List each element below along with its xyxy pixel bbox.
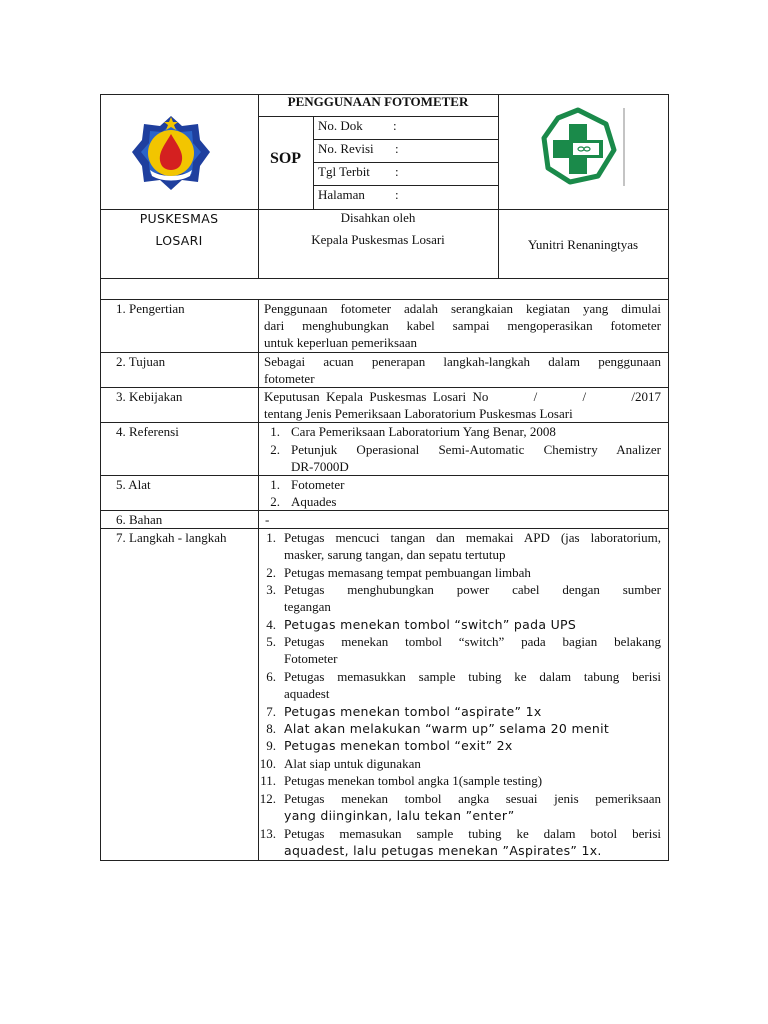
org-name-line-2: LOSARI bbox=[155, 233, 203, 248]
label-pengertian: 1. Pengertian bbox=[116, 301, 185, 316]
label-alat: 5. Alat bbox=[116, 477, 151, 492]
step-line: tegangan bbox=[284, 599, 331, 614]
pengertian-line-2: dari menghubungkan kabel sampai mengoperasikan fotometer bbox=[264, 318, 661, 333]
meta-label-tgl-terbit: Tgl Terbit bbox=[318, 164, 370, 179]
row-line-referensi bbox=[100, 475, 669, 476]
meta-label-halaman: Halaman bbox=[318, 187, 365, 202]
step-line: Alat akan melakukan “warm up” selama 20 menit bbox=[284, 721, 610, 736]
step-num: 12. bbox=[259, 791, 276, 806]
alat-num-2: 2. bbox=[270, 494, 280, 509]
step-line: Alat siap untuk digunakan bbox=[284, 756, 421, 771]
signature-bottom-line bbox=[100, 278, 669, 279]
step-line: Petugas memasukkan sample tubing ke dalam tabung berisi bbox=[284, 669, 661, 684]
step-num: 9. bbox=[266, 738, 276, 753]
step-num: 10. bbox=[259, 756, 276, 771]
referensi-item-2-line-2: DR-7000D bbox=[291, 459, 349, 474]
meta-sep-tgl-terbit: : bbox=[395, 164, 399, 179]
step-line: Petugas menghubungkan power cabel dengan sumber bbox=[284, 582, 661, 597]
step-num: 5. bbox=[266, 634, 276, 649]
meta-sep-no-revisi: : bbox=[395, 141, 399, 156]
step-num: 1. bbox=[266, 530, 276, 545]
meta-sep-halaman: : bbox=[395, 187, 399, 202]
meta-label-no-dok: No. Dok bbox=[318, 118, 363, 133]
step-num: 4. bbox=[266, 617, 276, 632]
label-kebijakan: 3. Kebijakan bbox=[116, 389, 183, 404]
alat-item-1: Fotometer bbox=[291, 477, 345, 492]
step-line: Fotometer bbox=[284, 651, 338, 666]
medical-cross-icon bbox=[540, 106, 628, 188]
table-border-bottom bbox=[100, 860, 669, 861]
step-line: yang diinginkan, lalu tekan ”enter” bbox=[284, 808, 515, 823]
emblem-icon bbox=[130, 112, 212, 194]
step-num: 13. bbox=[259, 826, 276, 841]
approved-by-label: Disahkan oleh bbox=[340, 210, 416, 225]
step-line: Petugas menekan tombol “exit” 2x bbox=[284, 738, 513, 753]
step-num: 11. bbox=[260, 773, 276, 788]
step-line: aquadest bbox=[284, 686, 330, 701]
referensi-num-1: 1. bbox=[270, 424, 280, 439]
referensi-item-1: Cara Pemeriksaan Laboratorium Yang Benar, 2008 bbox=[291, 424, 556, 439]
approver-title: Kepala Puskesmas Losari bbox=[311, 232, 445, 247]
label-tujuan: 2. Tujuan bbox=[116, 354, 166, 369]
step-num: 6. bbox=[266, 669, 276, 684]
step-num: 2. bbox=[266, 565, 276, 580]
step-line: Petugas menekan tombol “switch” pada bagian belakang bbox=[284, 634, 661, 649]
tujuan-line-1: Sebagai acuan penerapan langkah-langkah dalam penggunaan bbox=[264, 354, 661, 369]
step-num: 3. bbox=[266, 582, 276, 597]
step-line: Petugas memasukan sample tubing ke dalam botol berisi bbox=[284, 826, 661, 841]
bahan-value: - bbox=[265, 512, 270, 527]
referensi-item-2-line-1: Petunjuk Operasional Semi-Automatic Chemistry Analizer bbox=[291, 442, 661, 457]
step-line: masker, sarung tangan, dan sepatu tertutup bbox=[284, 547, 506, 562]
step-num: 8. bbox=[266, 721, 276, 736]
referensi-num-2: 2. bbox=[270, 442, 280, 457]
org-name-line-1: PUSKESMAS bbox=[139, 211, 219, 226]
step-line: Petugas menekan tombol “switch” pada UPS bbox=[284, 617, 577, 632]
meta-sep-no-dok: : bbox=[393, 118, 397, 133]
alat-num-1: 1. bbox=[270, 477, 280, 492]
header-divider-left bbox=[258, 94, 259, 278]
row-line-alat bbox=[100, 510, 669, 511]
puskesmas-logo bbox=[540, 106, 628, 188]
step-line: Petugas menekan tombol angka 1(sample testing) bbox=[284, 773, 543, 788]
step-line: Petugas menekan tombol angka sesuai jenis pemeriksaan bbox=[284, 791, 661, 806]
step-line: aquadest, lalu petugas menekan ”Aspirates” 1x. bbox=[284, 843, 602, 858]
title-divider bbox=[258, 116, 498, 117]
step-num: 7. bbox=[266, 704, 276, 719]
pengertian-line-1: Penggunaan fotometer adalah serangkaian kegiatan yang dimulai bbox=[264, 301, 661, 316]
sop-label: SOP bbox=[269, 150, 302, 167]
meta-label-no-revisi: No. Revisi bbox=[318, 141, 374, 156]
kebijakan-line-2: tentang Jenis Pemeriksaan Laboratorium Puskesmas Losari bbox=[264, 406, 573, 421]
approver-name: Yunitri Renaningtyas bbox=[527, 237, 639, 252]
step-line: Petugas menekan tombol “aspirate” 1x bbox=[284, 704, 542, 719]
step-line: Petugas mencuci tangan dan memakai APD (jas laboratorium, bbox=[284, 530, 661, 545]
document-title: PENGGUNAAN FOTOMETER bbox=[287, 94, 469, 109]
label-bahan: 6. Bahan bbox=[116, 512, 163, 527]
alat-item-2: Aquades bbox=[291, 494, 337, 509]
tujuan-line-2: fotometer bbox=[264, 371, 315, 386]
regional-emblem-logo bbox=[130, 112, 212, 194]
label-langkah: 7. Langkah - langkah bbox=[116, 530, 227, 545]
step-line: Petugas memasang tempat pembuangan limbah bbox=[284, 565, 531, 580]
kebijakan-line-1: Keputusan Kepala Puskesmas Losari No / / /2017 bbox=[264, 389, 661, 404]
label-referensi: 4. Referensi bbox=[116, 424, 179, 439]
pengertian-line-3: untuk keperluan pemeriksaan bbox=[264, 335, 418, 350]
